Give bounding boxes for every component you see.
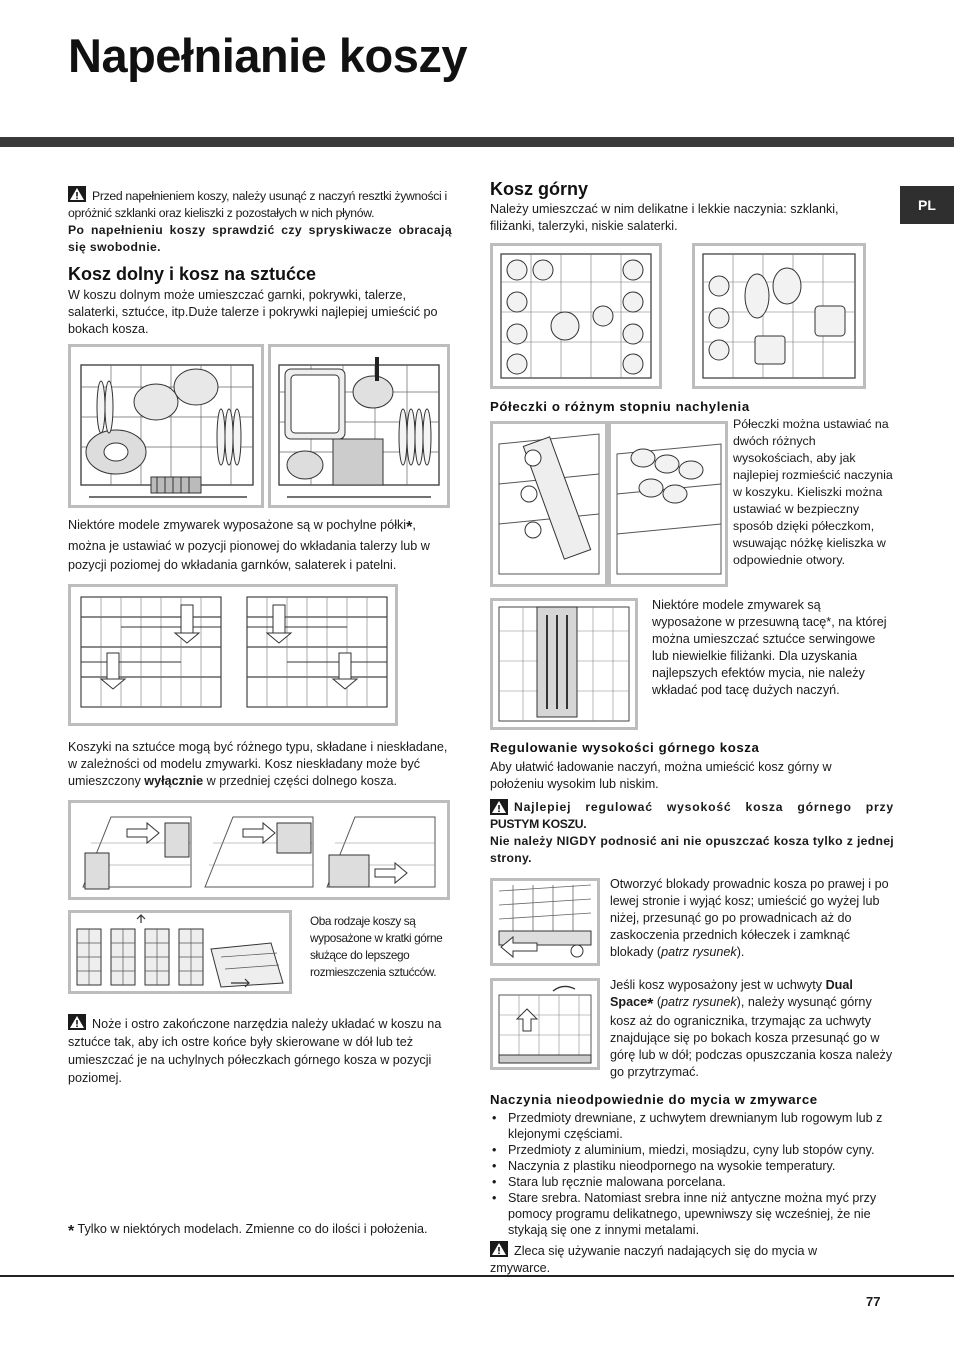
warning-icon [68,1014,86,1030]
heading-unsuitable: Naczynia nieodpowiednie do mycia w zmywarce [490,1092,818,1107]
figure-upper-basket-1 [490,243,662,389]
warning-text: Przed napełnieniem koszy, należy usunąć z naczyń resztki żywności i opróżnić szklanki oraz kieliszki z pozostałych w nich płynów. [68,189,447,220]
para-cutlery-baskets [68,739,454,790]
para-basket-locks [610,876,894,961]
list-item: • Przedmioty drewniane, z uchwytem drewnianym lub rogowym lub z klejonymi częściami. [490,1110,894,1142]
figure-lower-basket-pans [268,344,450,508]
para-locks-text-2: ). [736,945,745,959]
list-item: • Naczynia z plastiku nieodpornego na wysokie temperatury. [490,1158,894,1174]
para-cutlery-text: Koszyki na sztućce mogą być różnego typu, składane i nieskładane, w zależności od modelu zmywarki. Kosz nieskładany może być umieszczony [68,740,448,788]
asterisk-mark: * [647,996,654,1013]
para-tilting-shelves-text: Niektóre modele zmywarek wyposażone są w pochylne półki [68,518,407,532]
footnote-text: Tylko w niektórych modelach. Zmienne co do ilości i położenia. [77,1222,428,1236]
page-number: 77 [866,1294,881,1309]
para-upper-basket: Należy umieszczać w nim delikatne i lekkie naczynia: szklanki, filiżanki, talerzyki, niskie salaterki. [490,202,839,233]
para-tilting-shelves-text-2: , można je ustawiać w pozycji pionowej do wkładania talerzy lub w pozycji poziomej do wkładania garnków, salaterek i patelni. [68,518,430,572]
para-dual-text-2: ( [653,995,662,1009]
list-item: • Stara lub ręcznie malowana porcelana. [490,1174,894,1190]
para-tilting-racks: Półeczki można ustawiać na dwóch różnych wysokościach, aby jak najlepiej rozmieścić naczynia w koszyku. Kieliszki można ustawiać w bezpieczny sposób dzięki półeczkom, wsuwając nóżkę kieliszka w odpowiednie otwory. [733,417,893,567]
page-title: Napełnianie koszy [68,29,467,82]
warning-icon [490,799,508,815]
list-item: • Przedmioty z aluminium, miedzi, mosiądzu, cyny lub stopów cyny. [490,1142,894,1158]
caption-cutlery-grids: Oba rodzaje koszy są wyposażone w kratki górne służące do lepszego rozmieszczenia sztućców. [310,914,443,979]
figure-basket-lock [490,878,600,966]
figure-lower-basket-plates [68,344,264,508]
list-item: • Stare srebra. Natomiast srebra inne niż antyczne można myć przy pomocy programu delikatnego, upewniwszy się wcześniej, że nie stykają się one z innymi metalami. [490,1190,894,1238]
figure-cutlery-basket-positions [68,800,450,900]
figure-sliding-tray [490,598,638,730]
para-lower-basket: W koszu dolnym może umieszczać garnki, pokrywki, talerze, salaterki, sztućce, itp.Duże talerze i pokrywki najlepiej umieścić po bokach kosza. [68,288,438,336]
para-basket-height: Aby ułatwić ładowanie naczyń, można umieścić kosz górny w położeniu wysokim lub niskim. [490,760,832,791]
warning-block-4 [490,1241,870,1277]
para-cutlery-bold: wyłącznie [144,774,204,788]
footnote-asterisk: * [68,1223,75,1240]
figure-tilting-shelves [68,584,398,726]
warning-block-2 [68,1014,452,1087]
heading-upper-basket: Kosz górny [490,179,589,199]
figure-tilting-racks-1 [490,421,608,587]
header-divider [0,137,954,147]
heading-lower-basket: Kosz dolny i kosz na sztućce [68,264,317,284]
figure-dual-space [490,978,600,1070]
warning-block-1 [68,186,452,256]
footer-divider [0,1275,954,1277]
warning-height-line2: PUSTYM KOSZU. [490,817,587,831]
heading-basket-height: Regulowanie wysokości górnego kosza [490,740,760,755]
warning-height-line3: Nie należy NIGDY podnosić ani nie opuszczać kosza tylko z jednej strony. [490,834,894,865]
para-dual-italic: patrz rysunek [661,995,737,1009]
unsuitable-list [490,1110,894,1238]
para-dual-text: Jeśli kosz wyposażony jest w uchwyty [610,978,826,992]
warning-knives-text: Noże i ostro zakończone narzędzia należy układać w koszu na sztućce tak, aby ich ostre końce były skierowane w dół lub też umieszczać je na uchylnych półeczkach górnego kosza w pozycji poziomej. [68,1017,442,1085]
warning-block-3 [490,799,894,867]
footnote [68,1221,428,1240]
para-tilting-shelves [68,516,452,575]
figure-tilting-racks-2 [608,421,728,587]
figure-cutlery-grids [68,910,292,994]
warning-height-line1: Najlepiej regulować wysokość kosza górnego przy [514,800,894,814]
language-tab: PL [900,186,954,224]
heading-tilting-racks: Półeczki o różnym stopniu nachylenia [490,399,750,414]
warning-suitable-text: Zleca się używanie naczyń nadających się do mycia w zmywarce. [490,1244,818,1275]
para-sliding-tray: Niektóre modele zmywarek są wyposażone w przesuwną tacę*, na której można umieszczać sztućce serwingowe lub niewielkie filiżanki. Dla uzyskania najlepszych efektów mycia, nie należy wkładać pod tacę dużych naczyń. [652,598,887,697]
para-dual-bold: Dual Space [610,978,853,1009]
warning-icon [68,186,86,202]
para-locks-italic: patrz rysunek [661,945,737,959]
para-locks-text: Otworzyć blokady prowadnic kosza po prawej i po lewej stronie i wyjąć kosz; umieścić go wyżej lub niżej, przesunąć go po prowadnicach aż do zaskoczenia przednich kółeczek i zamknąć blokady ( [610,877,889,959]
para-cutlery-text-2: w przedniej części dolnego kosza. [203,774,398,788]
warning-icon [490,1241,508,1257]
figure-upper-basket-2 [692,243,866,389]
asterisk-mark: * [406,519,413,536]
para-dual-space [610,977,894,1081]
para-dual-text-3: ), należy wysunąć górny kosz aż do ogranicznika, trzymając za uchwyty znajdujące się po bokach kosza przesunąć go w górę lub w dół; podczas opuszczania kosza należy go przytrzymać. [610,995,893,1079]
warning-bold-text: Po napełnieniu koszy sprawdzić czy spryskiwacze obracają się swobodnie. [68,223,452,254]
